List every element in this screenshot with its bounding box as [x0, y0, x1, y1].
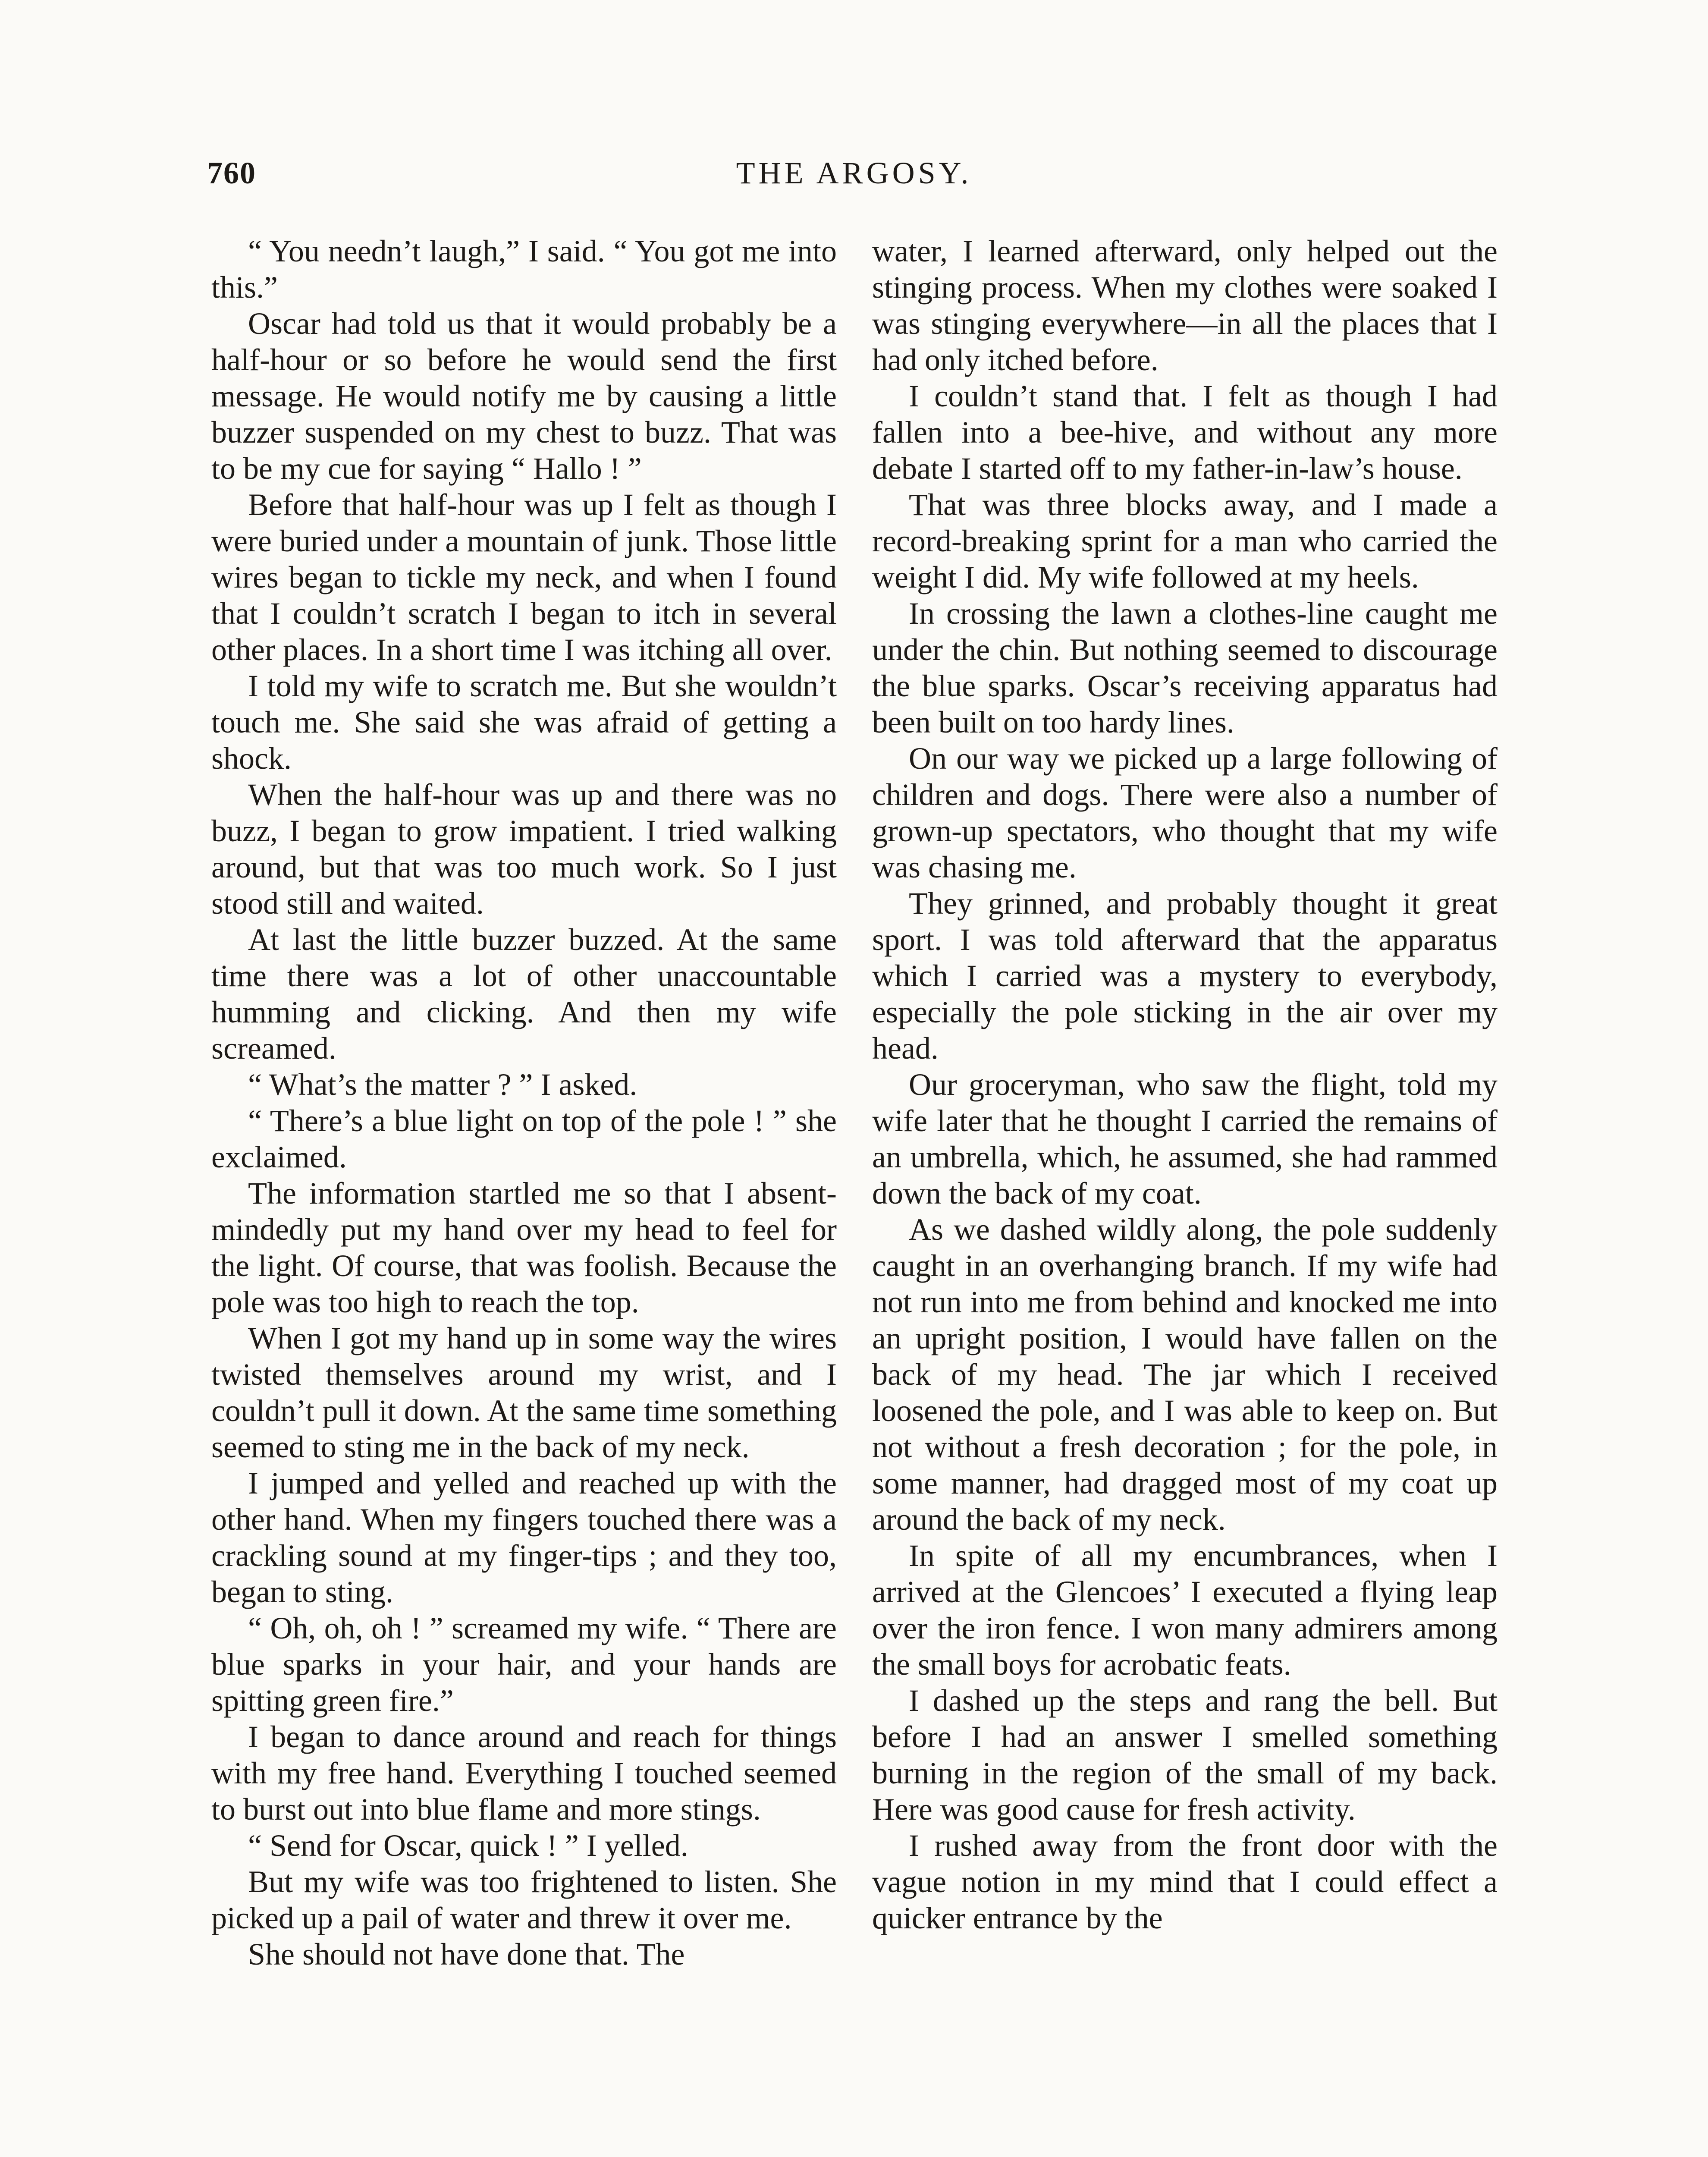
paragraph: In crossing the lawn a clothes-line caught me under the chin. But nothing seemed to discourage the blue sparks. Oscar’s receiving apparatus had been built on too hardy lines.	[872, 596, 1498, 739]
paragraph: The information startled me so that I absent-mindedly put my hand over my head to feel for the light. Of course, that was foolish. Because the pole was too high to reach the top.	[211, 1176, 837, 1319]
paragraph: In spite of all my encumbrances, when I arrived at the Glencoes’ I executed a flying leap over the iron fence. I won many admirers among the small boys for acrobatic feats.	[872, 1538, 1498, 1682]
paragraph: As we dashed wildly along, the pole suddenly caught in an overhanging branch. If my wife had not run into me from behind and knocked me into an upright position, I would have fallen on the back of my head. The jar which I received loosened the pole, and I was able to keep on. But not without a fresh decoration ; for the pole, in some manner, had dragged most of my coat up around the back of my neck.	[872, 1212, 1498, 1537]
paragraph: water, I learned afterward, only helped out the stinging process. When my clothes were soaked I was stinging everywhere—in all the places that I had only itched before.	[872, 234, 1498, 377]
paragraph: She should not have done that. The	[248, 1937, 685, 1971]
running-title: THE ARGOSY.	[736, 156, 972, 190]
paragraph: That was three blocks away, and I made a record-breaking sprint for a man who carried the weight I did. My wife followed at my heels.	[872, 487, 1498, 594]
paragraph: Oscar had told us that it would probably be a half-hour or so before he would send the first message. He would notify me by causing a little buzzer suspended on my chest to buzz. That was to be my cue for saying “ Hallo ! ”	[211, 306, 837, 486]
paragraph: At last the little buzzer buzzed. At the same time there was a lot of other unaccountable humming and clicking. And then my wife screamed.	[211, 922, 837, 1066]
paragraph: They grinned, and probably thought it great sport. I was told afterward that the apparatus which I carried was a mystery to everybody, especially the pole sticking in the air over my head.	[872, 886, 1498, 1066]
page-header	[207, 155, 1501, 207]
paragraph: I couldn’t stand that. I felt as though I had fallen into a bee-hive, and without any more debate I started off to my father-in-law’s house.	[872, 379, 1498, 486]
paragraph: I rushed away from the front door with the vague notion in my mind that I could effect a quicker entrance by the	[872, 1828, 1498, 1935]
paragraph: “ There’s a blue light on top of the pole ! ” she exclaimed.	[211, 1104, 837, 1174]
paragraph: “ Oh, oh, oh ! ” screamed my wife. “ There are blue sparks in your hair, and your hands are spitting green fire.”	[211, 1611, 837, 1718]
paragraph: Our groceryman, who saw the flight, told my wife later that he thought I carried the remains of an umbrella, which, he assumed, she had rammed down the back of my coat.	[872, 1067, 1498, 1211]
paragraph: On our way we picked up a large following of children and dogs. There were also a number of grown-up spectators, who thought that my wife was chasing me.	[872, 741, 1498, 884]
left-column	[211, 233, 837, 1972]
page-number: 760	[207, 156, 256, 190]
paragraph: “ You needn’t laugh,” I said. “ You got me into this.”	[211, 234, 837, 305]
paragraph: I jumped and yelled and reached up with the other hand. When my fingers touched there was a crackling sound at my finger-tips ; and they too, began to sting.	[211, 1466, 837, 1609]
paragraph: I dashed up the steps and rang the bell. But before I had an answer I smelled something burning in the region of the small of my back. Here was good cause for fresh activity.	[872, 1683, 1498, 1827]
paragraph: But my wife was too frightened to listen. She picked up a pail of water and threw it over me.	[211, 1865, 837, 1935]
paragraph: I began to dance around and reach for things with my free hand. Everything I touched seemed to burst out into blue flame and more stings.	[211, 1720, 837, 1827]
paragraph: When I got my hand up in some way the wires twisted themselves around my wrist, and I couldn’t pull it down. At the same time something seemed to sting me in the back of my neck.	[211, 1321, 837, 1464]
paragraph: Before that half-hour was up I felt as though I were buried under a mountain of junk. Those little wires began to tickle my neck, and when I found that I couldn’t scratch I began to itch in several other places. In a short time I was itching all over.	[211, 487, 837, 667]
paragraph: “ What’s the matter ? ” I asked.	[248, 1067, 637, 1102]
right-column	[872, 233, 1498, 1936]
paragraph: I told my wife to scratch me. But she wouldn’t touch me. She said she was afraid of getting a shock.	[211, 669, 837, 776]
paragraph: “ Send for Oscar, quick ! ” I yelled.	[248, 1828, 688, 1863]
paragraph: When the half-hour was up and there was no buzz, I began to grow impatient. I tried walking around, but that was too much work. So I just stood still and waited.	[211, 777, 837, 921]
